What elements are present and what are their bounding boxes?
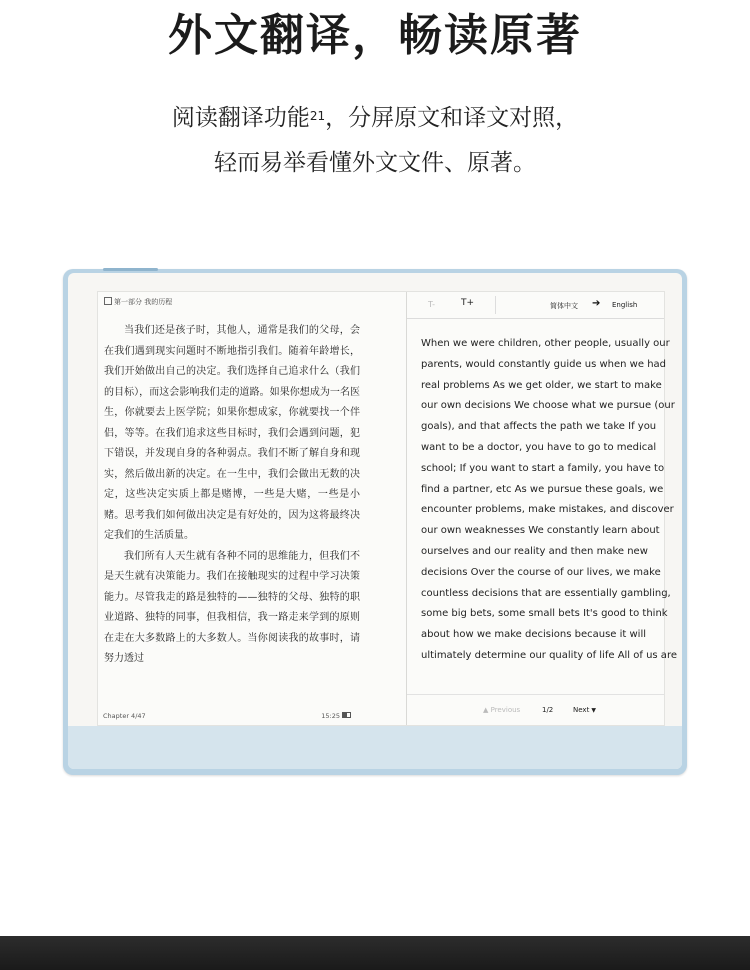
- paragraph: 我们所有人天生就有各种不同的思维能力，但我们不是天生就有决策能力。我们在接触现实的过程中学习决策能力。尽管我走的路是独特的——独特的父母、独特的职业道路、独特的同事，但我相信，我一路走来学到的原则在走在大多数路上的大多数人。当你阅读我的故事时，请努力透过: [104, 550, 360, 664]
- subline-1-text: 阅读翻译功能: [171, 105, 310, 131]
- translation-pane: [407, 292, 677, 725]
- previous-label: Previous: [490, 706, 521, 714]
- translation-line: encounter problems, make mistakes, and discover: [421, 504, 674, 516]
- translation-line: ourselves and our reality and then make new: [421, 545, 648, 557]
- subline-1-rest: ，分屏原文和译文对照，: [325, 105, 579, 131]
- footnote-ref: 21: [309, 109, 326, 123]
- triangle-down-icon: ▼: [591, 707, 596, 714]
- translation-line: real problems As we get older, we start to make: [421, 379, 662, 391]
- square-outline-icon: [104, 297, 112, 305]
- translation-line: When we were children, other people, usually our: [421, 338, 670, 349]
- translation-line: some big bets, some small bets It's good to think: [421, 608, 668, 620]
- translation-line: goals), and that affects the path we take If you: [421, 421, 657, 433]
- battery-icon: [342, 712, 351, 718]
- translation-line: find a partner, etc As we pursue these goals, we: [421, 483, 664, 495]
- chapter-title-text: 第一部分 我的历程: [114, 298, 173, 306]
- translation-line: school; If you want to start a family, you have to: [421, 462, 665, 474]
- headline: 外文翻译，畅读原著: [168, 10, 582, 61]
- original-text: [104, 321, 360, 670]
- translated-text: [421, 334, 691, 667]
- device-chin: [68, 726, 682, 769]
- translation-toolbar: [407, 292, 664, 319]
- right-arrow-icon: ➔: [592, 298, 601, 309]
- next-label: Next: [573, 706, 590, 714]
- chapter-progress: Chapter 4/47: [103, 712, 146, 720]
- original-pane[interactable]: [98, 292, 407, 725]
- pager-divider: [407, 694, 664, 695]
- translation-line: about how we make decisions because it will: [421, 629, 646, 641]
- chapter-title: [104, 297, 172, 307]
- paragraph: 当我们还是孩子时，其他人，通常是我们的父母，会在我们遇到现实问题时不断地指引我们。随着年龄增长，我们开始做出自己的决定。我们选择自己追求什么（我们的目标），而这会影响我们走的道路。如果你想成为一名医生，你就要去上医学院；如果你想成家，你就要找一个伴侣，等等。在我们追求这些目标时，我们会遇到问题，犯下错误，并发现自身的各种弱点。我们不断了解自身和现实，然后做出新的决定。在一生中，我们会做出无数的决定，这些决定实质上都是赌博，一些是大赌，一些是小赌。思考我们如何做出决定是有好处的，因为这将最终决定我们的生活质量。: [104, 325, 360, 541]
- translation-line: our own decisions We choose what we pursue (our: [421, 400, 675, 412]
- font-decrease-button[interactable]: T-: [428, 300, 436, 309]
- target-language-button[interactable]: English: [612, 301, 638, 309]
- clock-text: 15:25: [321, 712, 340, 720]
- next-page-button[interactable]: [573, 706, 596, 714]
- subline-1: [0, 103, 750, 133]
- translation-line: countless decisions that are essentially gambling,: [421, 587, 671, 599]
- status-clock: [321, 712, 351, 720]
- triangle-up-icon: ▲: [483, 706, 491, 714]
- translation-line: parents, would constantly guide us when we had: [421, 358, 667, 370]
- translation-line: ultimately determine our quality of life All of us are: [421, 649, 677, 661]
- toolbar-divider: [495, 296, 496, 314]
- bottom-bar: [0, 936, 750, 970]
- reader-footer: [103, 712, 351, 720]
- tablet-device: [63, 269, 687, 775]
- translation-line: want to be a doctor, you have to go to medical: [421, 441, 657, 453]
- translation-line: decisions Over the course of our lives, we make: [421, 566, 661, 578]
- source-language-button[interactable]: 简体中文: [550, 302, 578, 310]
- translation-line: our own weaknesses We constantly learn about: [421, 525, 660, 537]
- device-button: [103, 268, 158, 271]
- page-indicator: 1/2: [542, 706, 554, 714]
- previous-page-button[interactable]: [483, 706, 520, 714]
- font-increase-button[interactable]: T+: [461, 298, 475, 308]
- reader-screen: [97, 291, 677, 726]
- subline-2: 轻而易举看懂外文文件、原著。: [214, 150, 536, 176]
